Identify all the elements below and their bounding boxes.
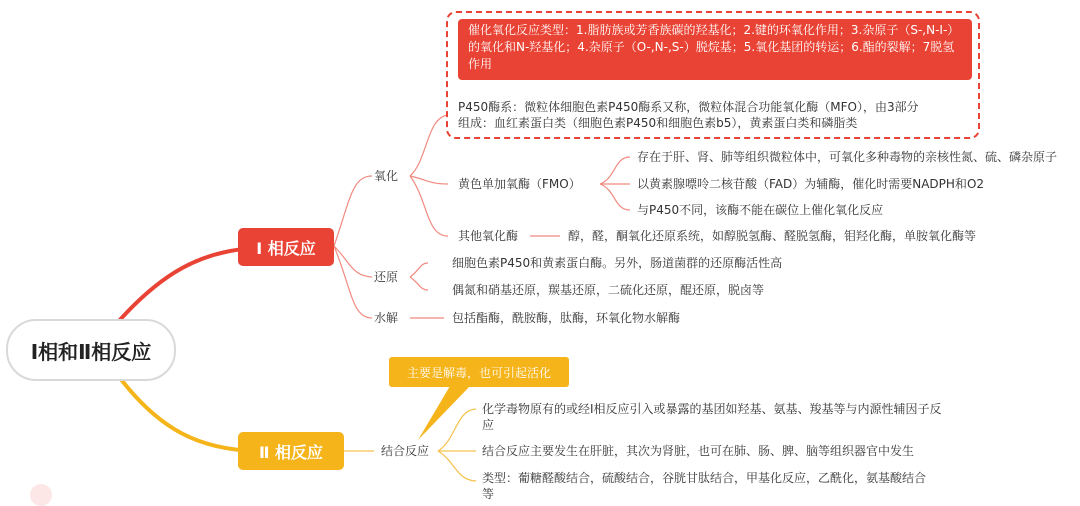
connector-oxidation-fmo bbox=[410, 176, 448, 184]
other-oxidase-text[interactable]: 醇，醛，酮氧化还原系统，如醇脱氢酶、醛脱氢酶，钼羟化酶，单胺氧化酶等 bbox=[568, 229, 977, 243]
conjugation-item[interactable]: 结合反应主要发生在肝脏，其次为肾脏，也可在肺、肠、脾、脑等组织器官中发生 bbox=[482, 444, 915, 458]
p450-node[interactable]: P450酶系：微粒体细胞色素P450酶系又称，微粒体混合功能氧化酶（MFO），由3部分组成：血红素蛋白类（细胞色素P450和细胞色素b5），黄素蛋白类和磷脂类 bbox=[458, 100, 919, 130]
connector-reduction-items bbox=[410, 263, 428, 290]
fmo-item[interactable]: 存在于肝、肾、肺等组织微粒体中，可氧化多种毒物的亲核性氮、硫、磷杂原子 bbox=[637, 150, 1058, 164]
note-pointer bbox=[418, 386, 470, 440]
corner-avatar-icon bbox=[30, 484, 52, 506]
phase2-note[interactable]: 主要是解毒，也可引起活化 bbox=[389, 357, 569, 387]
root-label: Ⅰ相和Ⅱ相反应 bbox=[30, 339, 152, 364]
fmo-node[interactable]: 黄色单加氧酶（FMO） bbox=[458, 177, 581, 191]
connector-fmo-items bbox=[600, 157, 630, 210]
connector-root-phase1 bbox=[118, 248, 258, 322]
phase2-label: Ⅱ 相反应 bbox=[258, 442, 324, 462]
conjugation-item[interactable]: 化学毒物原有的或经Ⅰ相反应引入或暴露的基团如羟基、氨基、羧基等与内源性辅因子反应 bbox=[482, 402, 942, 432]
hydrolysis-text[interactable]: 包括酯酶，酰胺酶，肽酶，环氧化物水解酶 bbox=[452, 311, 681, 325]
phase1-node[interactable] bbox=[238, 228, 334, 266]
connector-conjugation-items bbox=[438, 409, 476, 481]
conjugation-node[interactable]: 结合反应 bbox=[381, 444, 430, 458]
fmo-item[interactable]: 以黄素腺嘌呤二核苷酸（FAD）为辅酶，催化时需要NADPH和O2 bbox=[637, 177, 985, 191]
reduction-node[interactable]: 还原 bbox=[374, 270, 399, 284]
oxidation-types-note[interactable]: 催化氧化反应类型：1.脂肪族或芳香族碳的羟基化；2.键的环氧化作用；3.杂原子（S-,N-I-）的氧化和N-羟基化；4.杂原子（O-,N-,S-）脱烷基；5.氧化基团的转运；6.酯的裂解；7脱氢作用 bbox=[458, 19, 972, 80]
phase1-label: Ⅰ 相反应 bbox=[256, 238, 316, 258]
other-oxidase-node[interactable]: 其他氧化酶 bbox=[458, 229, 519, 243]
hydrolysis-node[interactable]: 水解 bbox=[374, 311, 399, 325]
oxidation-node[interactable]: 氧化 bbox=[374, 169, 399, 183]
root-node[interactable] bbox=[6, 319, 176, 381]
fmo-item[interactable]: 与P450不同，该酶不能在碳位上催化氧化反应 bbox=[637, 203, 884, 217]
conjugation-item[interactable]: 类型：葡糖醛酸结合，硫酸结合，谷胱甘肽结合，甲基化反应，乙酰化，氨基酸结合等 bbox=[482, 471, 927, 501]
reduction-item[interactable]: 偶氮和硝基还原，羰基还原，二硫化还原，醌还原，脱卤等 bbox=[452, 283, 765, 297]
connector-oxidation-p450 bbox=[410, 115, 448, 176]
phase2-node[interactable] bbox=[238, 432, 344, 470]
reduction-item[interactable]: 细胞色素P450和黄素蛋白酶。另外，肠道菌群的还原酶活性高 bbox=[452, 256, 783, 270]
connector-phase1-hydrolysis bbox=[334, 246, 372, 318]
connector-phase1-oxidation bbox=[334, 176, 372, 246]
connector-oxidation-other bbox=[410, 176, 448, 236]
